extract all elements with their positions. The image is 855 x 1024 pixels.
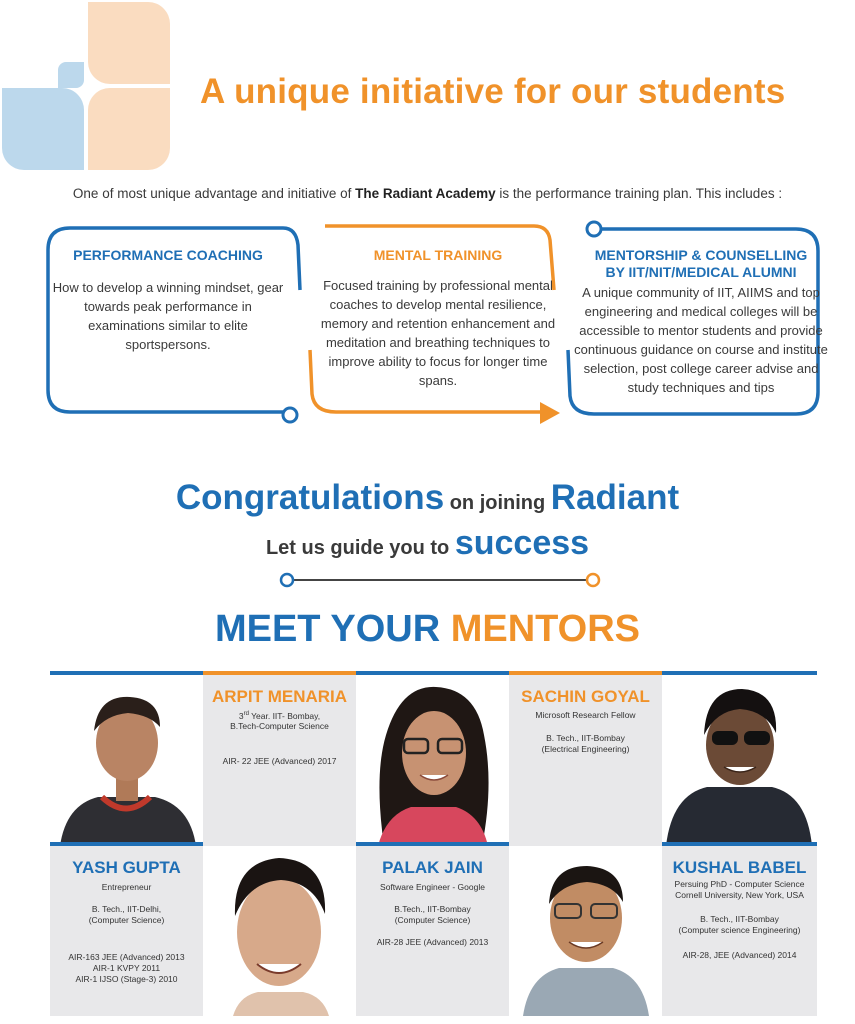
logo-square-top-right — [88, 2, 170, 84]
mentors-heading-part1: MEET YOUR — [214, 608, 451, 650]
mentors-heading — [0, 608, 855, 651]
mentor-photo-sachin-goyal — [509, 846, 662, 1016]
mentor-name: SACHIN GOYAL — [521, 687, 650, 706]
mentor-card-kushal-babel — [662, 846, 817, 1016]
performance-frame-dot — [283, 408, 297, 422]
mentor-role: Software Engineer - Google — [380, 882, 485, 892]
mentor-achievement: AIR-1 IJSO (Stage-3) 2010 — [75, 974, 178, 984]
guide-word: success — [454, 524, 590, 562]
mentor-year-num: 3 — [238, 710, 244, 721]
section-divider — [270, 570, 610, 590]
mentor-education: B.Tech., IIT-Bombay — [394, 904, 471, 914]
intro-text — [0, 186, 855, 201]
mentor-name: PALAK JAIN — [382, 858, 483, 877]
mentor-achievement: AIR- 22 JEE (Advanced) 2017 — [222, 756, 337, 766]
mentor-role: Persuing PhD - Computer Science — [674, 879, 805, 889]
guide-line — [0, 524, 855, 563]
mentorship-frame-dot — [587, 222, 601, 236]
mentor-achievement: AIR-163 JEE (Advanced) 2013 — [68, 952, 185, 962]
mentor-year-rest: Year. IIT- Bombay, — [248, 710, 321, 721]
mentor-name: KUSHAL BABEL — [672, 858, 807, 877]
mentor-photo-kushal-babel — [662, 675, 817, 846]
program-performance-coaching — [52, 247, 284, 354]
mentor-role: Entrepreneur — [101, 882, 152, 892]
mentor-card-palak-jain — [356, 846, 509, 1016]
guide-prefix: Let us guide you to — [265, 537, 455, 559]
mentor-education: B. Tech., IIT-Delhi, — [91, 904, 162, 914]
mentor-photo-arpit-menaria — [203, 846, 356, 1016]
mentor-year-suffix: rd — [243, 711, 249, 717]
mentor-achievement: AIR-28, JEE (Advanced) 2014 — [682, 950, 797, 960]
logo-square-bottom-right — [88, 88, 170, 170]
mentor-card-arpit-menaria — [203, 675, 356, 846]
mentors-heading-part2: MENTORS — [450, 608, 641, 650]
program-title-line1: MENTORSHIP & COUNSELLING — [594, 247, 808, 263]
mental-frame-arrow — [540, 402, 560, 424]
program-mental-training — [318, 247, 558, 390]
mentor-year — [203, 709, 356, 722]
page-headline: A unique initiative for our students — [200, 72, 786, 111]
program-description: How to develop a winning mindset, gear towards peak performance in examinations similar to elite sportspersons. — [52, 280, 284, 352]
academy-logo — [0, 0, 175, 175]
mentor-education-branch: (Computer Science) — [394, 915, 471, 925]
mentor-card-yash-gupta — [50, 846, 203, 1016]
mentor-education: B. Tech., IIT-Bombay — [546, 733, 625, 743]
congrats-word: Congratulations — [175, 478, 445, 517]
mentor-achievement: AIR-28 JEE (Advanced) 2013 — [376, 937, 489, 947]
program-title: MENTAL TRAINING — [373, 247, 503, 263]
mentor-achievement: AIR-1 KVPY 2011 — [92, 963, 161, 973]
mentor-education-branch: (Electrical Engineering) — [541, 744, 630, 754]
mentor-card-sachin-goyal — [509, 675, 662, 846]
logo-square-small — [58, 62, 84, 88]
mentor-education-branch: (Computer Science) — [88, 915, 165, 925]
intro-suffix: is the performance training plan. This includes : — [495, 186, 783, 201]
performance-frame-side — [283, 228, 300, 290]
program-description: Focused training by professional mental coaches to develop mental resilience, memory and retention enhancement and meditation and breathing techniques to improve ability to focus for longer time spans. — [320, 278, 556, 388]
program-description: A unique community of IIT, AIIMS and top engineering and medical colleges will be accessible to mentor students and provide continuous guidance on course and institute selection, post college career advise and study techniques and tips — [574, 285, 828, 395]
mentor-education: B. Tech., IIT-Bombay — [700, 914, 779, 924]
mentor-role: Microsoft Research Fellow — [535, 710, 636, 720]
mentor-name: ARPIT MENARIA — [211, 687, 348, 706]
program-title: PERFORMANCE COACHING — [73, 247, 263, 263]
mentor-photo-yash-gupta — [50, 675, 203, 846]
logo-square-bottom-left — [2, 88, 84, 170]
congrats-line — [0, 478, 855, 518]
mentor-education: B.Tech-Computer Science — [230, 721, 329, 731]
intro-prefix: One of most unique advantage and initiative of — [72, 186, 356, 201]
congrats-mid: on joining — [444, 492, 551, 514]
mentor-name: YASH GUPTA — [72, 858, 181, 877]
mentor-role-institution: Cornell University, New York, USA — [675, 890, 804, 900]
congrats-brand: Radiant — [550, 478, 680, 517]
program-mentorship — [570, 247, 832, 397]
mentor-photo-palak-jain — [356, 675, 509, 846]
intro-brand: The Radiant Academy — [355, 186, 496, 201]
program-title-line2: BY IIT/NIT/MEDICAL ALUMNI — [605, 264, 797, 280]
mentor-education-branch: (Computer science Engineering) — [678, 925, 801, 935]
